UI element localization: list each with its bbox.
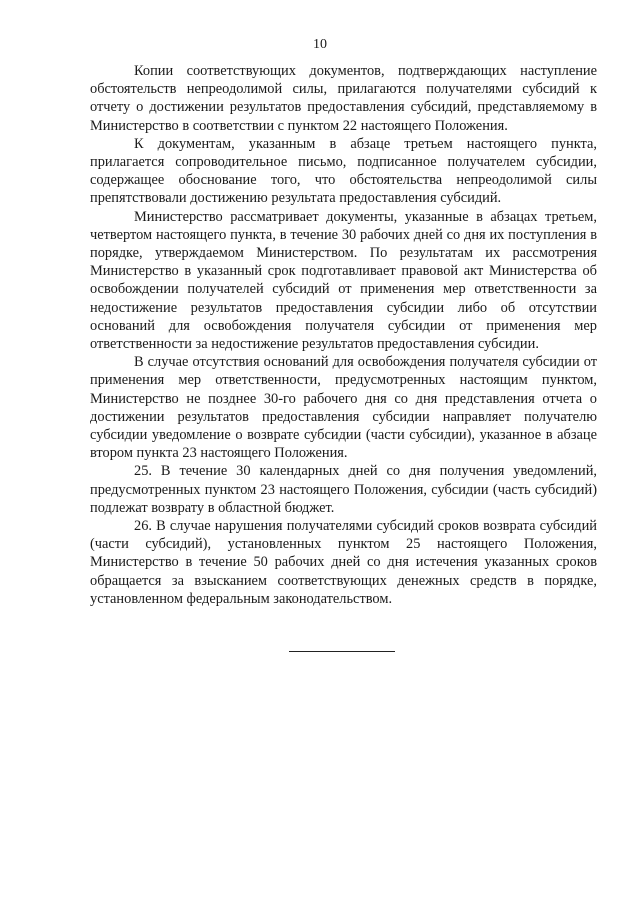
document-body [90, 62, 597, 608]
paragraph-item-25: 25. В течение 30 календарных дней со дня получения уведомлений, предусмотренных пунктом 23 настоящего Положения, субсидии (часть субсидий) подлежат возврату в областной бюджет. [90, 463, 597, 516]
paragraph-no-grounds-notice: В случае отсутствия оснований для освобождения получателя субсидии от применения мер ответственности, предусмотренных настоящим пунктом, Министерство не позднее 30-го рабочего дня со дня представления отчета о достижении результатов предоставления субсидии направляет получателю субсидии уведомление о возврате субсидии (части субсидии), указанное в абзаце втором пункта 23 настоящего Положения. [90, 354, 597, 462]
end-separator-line [289, 651, 395, 652]
paragraph-copies-of-documents: Копии соответствующих документов, подтверждающих наступление обстоятельств непреодолимой силы, прилагаются получателями субсидий к отчету о достижении результатов предоставления субсидий, представляемому в Министерство в соответствии с пунктом 22 настоящего Положения. [90, 63, 597, 134]
paragraph-ministry-review: Министерство рассматривает документы, указанные в абзацах третьем, четвертом настоящего пункта, в течение 30 рабочих дней со дня их поступления в порядке, утверждаемом Министерством. По результатам их рассмотрения Министерство в указанный срок подготавливает правовой акт Министерства об освобождении получателей субсидий от применения мер ответственности за недостижение результатов предоставления субсидии либо об отсутствии оснований для освобождения получателя субсидии от применения мер ответственности за недостижение результатов предоставления субсидии. [90, 208, 597, 353]
paragraph-cover-letter: К документам, указанным в абзаце третьем настоящего пункта, прилагается сопроводительное письмо, подписанное получателем субсидии, содержащее обоснование того, что обстоятельства непреодолимой силы препятствовали достижению результата предоставления субсидий. [90, 135, 597, 207]
paragraph-item-26: 26. В случае нарушения получателями субсидий сроков возврата субсидий (части субсидий), установленных пунктом 25 настоящего Положения, Министерство в течение 50 рабочих дней со дня истечения указанных сроков обращается за взысканием соответствующих денежных средств в порядке, установленном федеральным законодательством. [90, 518, 597, 607]
page-number: 10 [313, 37, 327, 52]
